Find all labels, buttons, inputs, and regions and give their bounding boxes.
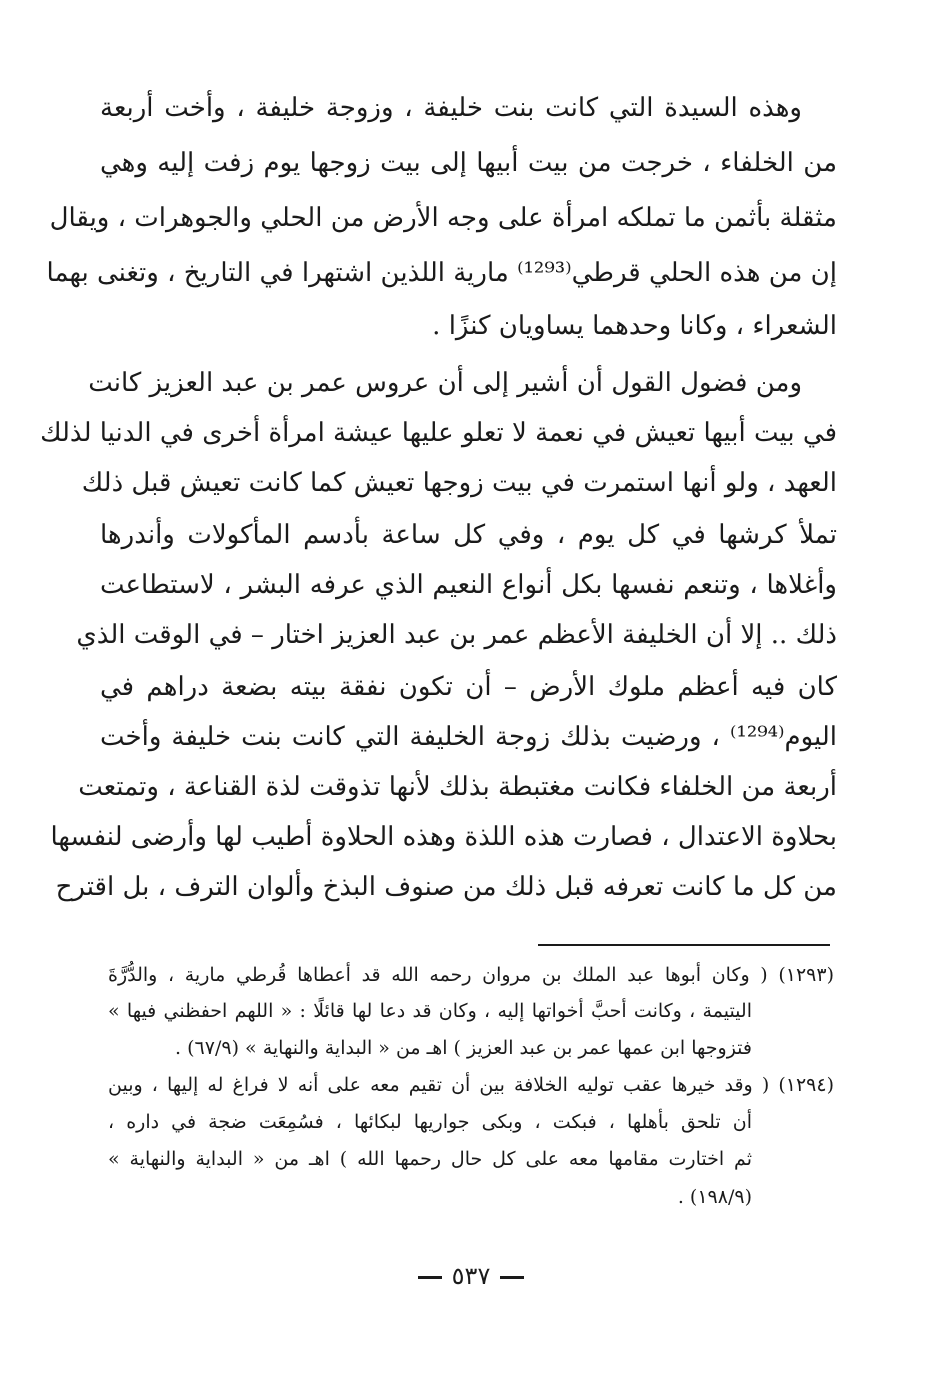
body-line: العهد ، ولو أنها استمرت في بيت زوجها تعيش كما كانت تعيش قبل ذلك [81, 468, 837, 498]
body-line: وهذه السيدة التي كانت بنت خليفة ، وزوجة خليفة ، وأخت أربعة [100, 93, 802, 123]
body-line: تملأ كرشها في كل يوم ، وفي كل ساعة بأدسم المأكولات وأندرها [100, 520, 837, 550]
footnote-line: اليتيمة ، وكانت أحبَّ أخواتها إليه ، وكان قد دعا لها قائلًا : « اللهم احفظني فيها » [108, 1000, 752, 1022]
footnote-line: (١٢٩٤) ( وقد خيرها عقب توليه الخلافة بين أن تقيم معه على أنه لا فراغ له إليها ، وبين [108, 1074, 834, 1096]
body-line: من الخلفاء ، خرجت من بيت أبيها إلى بيت زوجها يوم زفت إليه وهي [100, 148, 837, 178]
body-line: بحلاوة الاعتدال ، فصارت هذه اللذة وهذه الحلاوة أطيب لها وأرضى لنفسها [50, 822, 837, 852]
footnote-separator [538, 944, 830, 946]
body-line: من كل ما كانت تعرفه قبل ذلك من صنوف البذخ وألوان الترف ، بل اقترح [55, 872, 837, 902]
body-line: ومن فضول القول أن أشير إلى أن عروس عمر بن عبد العزيز كانت [88, 368, 802, 398]
dash-right [418, 1276, 442, 1279]
body-line: ذلك .. إلا أن الخليفة الأعظم عمر بن عبد العزيز اختار – في الوقت الذي [76, 620, 837, 650]
footnote-line: فتزوجها ابن عمها عمر بن عبد العزيز ) اهـ من « البداية والنهاية » (٦٧/٩) . [175, 1037, 752, 1059]
footnote-line: ثم اختارت مقامها معه على كل حال رحمها الله ) اهـ من « البداية والنهاية » [108, 1148, 752, 1170]
body-line: وأغلاها ، وتنعم نفسها بكل أنواع النعيم الذي عرفه البشر ، لاستطاعت [100, 570, 837, 600]
footnote-line: (١٩٨/٩) . [677, 1186, 752, 1208]
body-line: إن من هذه الحلي قرطي⁽¹²⁹³⁾ مارية اللذين اشتهرا في التاريخ ، وتغنى بهما [46, 258, 837, 288]
page-number [0, 1262, 942, 1290]
body-line: اليوم⁽¹²⁹⁴⁾ ، ورضيت بذلك زوجة الخليفة التي كانت بنت خليفة وأخت [100, 722, 837, 752]
footnote-line: (١٢٩٣) ( وكان أبوها عبد الملك بن مروان رحمه الله قد أعطاها قُرطي مارية ، والدُّرَّةَ [108, 964, 834, 986]
dash-left [500, 1276, 524, 1279]
body-line: الشعراء ، وكانا وحدهما يساويان كنزًا . [432, 311, 837, 341]
body-line: أربعة من الخلفاء فكانت مغتبطة بذلك لأنها تذوقت لذة القناعة ، وتمتعت [78, 772, 837, 802]
body-line: مثقلة بأثمن ما تملكه امرأة على وجه الأرض من الحلي والجوهرات ، ويقال [49, 203, 837, 233]
footnote-line: أن تلحق بأهلها ، فبكت ، وبكى جواريها لبكائها ، فسُمِعَت ضجة في داره ، [108, 1111, 752, 1133]
page-number-text: ٥٣٧ [451, 1262, 491, 1290]
body-line: كان فيه أعظم ملوك الأرض – أن تكون نفقة بيته بضعة دراهم في [100, 672, 837, 702]
body-line: في بيت أبيها تعيش في نعمة لا تعلو عليها عيشة امرأة أخرى في الدنيا لذلك [40, 418, 837, 448]
